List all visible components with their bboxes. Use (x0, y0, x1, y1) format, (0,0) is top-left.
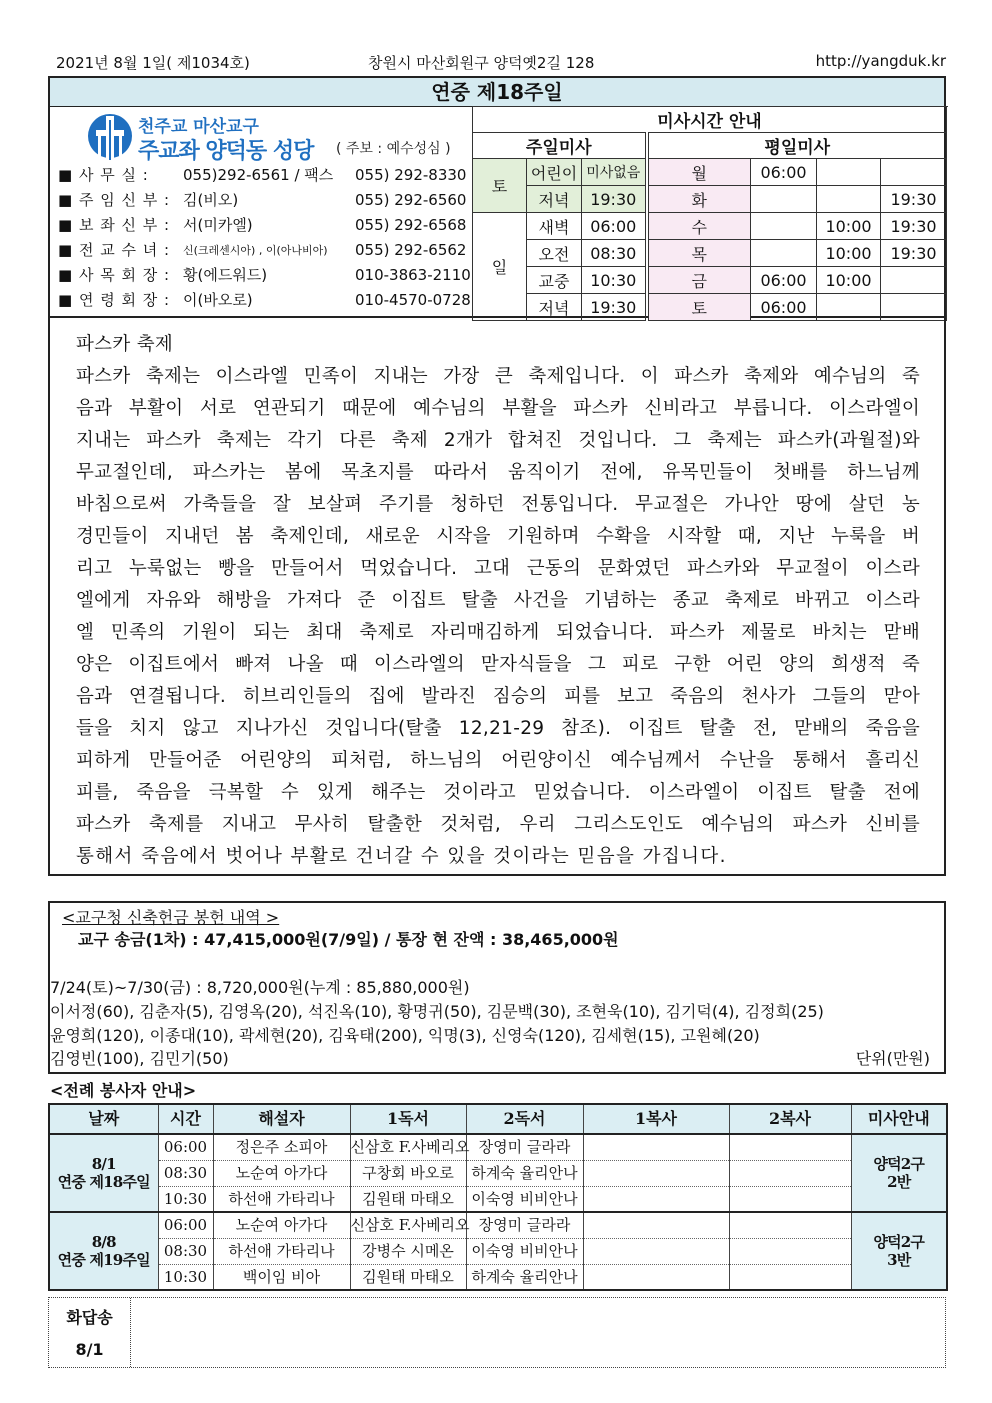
article-line: 들을 치지 않고 지나가신 것입니다(탈출 12,21-29 참조). 이집트 탈출 전, 맏배의 죽음을 (76, 718, 920, 739)
contact-row (58, 188, 470, 213)
article-line: 피하게 만들어준 어린양의 피처럼, 하느님의 어린양이신 예수님께서 수난을 통해서 흘리신 (76, 750, 920, 771)
second-server (729, 1212, 851, 1238)
second-reader: 하계숙 율리안나 (466, 1264, 583, 1290)
first-server (583, 1264, 729, 1290)
mass-type: 저녁 (527, 186, 582, 213)
weekday-time (751, 240, 817, 267)
issue-date: 2021년 8월 1일( 제1034호) (56, 54, 250, 72)
mass-time: 19:30 (582, 294, 647, 321)
first-reader: 구창회 바오로 (350, 1160, 466, 1186)
article (48, 317, 946, 876)
mass-schedule-table (472, 106, 947, 321)
article-line: 파스카 축제를 지내고 무사히 탈출한 것처럼, 우리 그리스도인도 예수님의 파스카 신비를 (76, 814, 920, 835)
saturday-label: 토 (473, 159, 527, 213)
contact-phone: 055) 292-6562 (355, 241, 467, 259)
mass-time: 10:30 (582, 267, 647, 294)
diocese-name: 천주교 마산교구 (138, 117, 259, 137)
second-reader: 장영미 글라라 (466, 1134, 583, 1160)
mass-row (473, 159, 947, 186)
mass-type: 어린이 (527, 159, 582, 186)
ministry-row (49, 1212, 947, 1238)
article-line: 무교절인데, 파스카는 봄에 목초지를 따라서 움직이기 전에, 유목민들이 첫배를 하느님께 (76, 462, 920, 483)
second-server (729, 1238, 851, 1264)
mass-time: 10:30 (158, 1186, 213, 1212)
mass-type: 오전 (527, 240, 582, 267)
commentator: 백이임 비아 (213, 1264, 350, 1290)
weekday-time: 19:30 (881, 186, 947, 213)
first-reader: 신삼호 F.사베리오 (350, 1134, 466, 1160)
commentator: 하선애 가타리나 (213, 1238, 350, 1264)
contact-name: 김(비오) (183, 191, 239, 209)
article-line: 바침으로써 가축들을 잘 보살펴 주기를 청하던 전통입니다. 무교절은 가나안 땅에 살던 농 (76, 494, 920, 515)
website-link[interactable]: http://yangduk.kr (815, 52, 946, 70)
donor-list: 이서정(60), 김춘자(5), 김영옥(20), 석진옥(10), 황명귀(50), 김문백(30), 조현욱(10), 김기덕(4), 김정희(25) (50, 1002, 824, 1021)
article-line: 음과 부활이 서로 연관되기 때문에 예수님의 부활을 파스카 신비라고 부릅니다. 이스라엘이 (76, 398, 920, 419)
mass-time: 06:00 (158, 1134, 213, 1160)
psalm-date: 8/1 (75, 1340, 104, 1359)
article-title: 파스카 축제 (76, 334, 174, 355)
contact-name: 서(미카엘) (183, 216, 253, 234)
contact-label: ■ 사 목 회 장 : (58, 266, 171, 284)
weekday-label: 금 (647, 267, 751, 294)
mass-time: 10:30 (158, 1264, 213, 1290)
article-line: 파스카 축제는 이스라엘 민족이 지내는 가장 큰 축제입니다. 이 파스카 축제와 예수님의 죽 (76, 366, 920, 387)
article-line: 통해서 죽음에서 벗어나 부활로 건너갈 수 있을 것이라는 믿음을 가집니다. (76, 846, 727, 867)
weekday-time: 19:30 (881, 213, 947, 240)
commentator: 노순여 아가다 (213, 1160, 350, 1186)
mass-type: 새벽 (527, 213, 582, 240)
weekday-time: 19:30 (881, 240, 947, 267)
commentator: 하선애 가타리나 (213, 1186, 350, 1212)
donation-unit: 단위(만원) (855, 1049, 930, 1068)
guide-district: 양덕2구 (873, 1155, 925, 1173)
mass-guide (851, 1212, 947, 1290)
contact-list (58, 163, 470, 313)
mass-time: 08:30 (582, 240, 647, 267)
column-header: 미사안내 (851, 1104, 947, 1134)
commentator: 정은주 소피아 (213, 1134, 350, 1160)
article-line: 피를, 죽음을 극복할 수 있게 해주는 것이라고 믿었습니다. 이스라엘이 이집트 탈출 전에 (76, 782, 920, 803)
contact-row (58, 163, 470, 188)
psalm-box (48, 1297, 946, 1368)
sunday-name: 연중 제18주일 (57, 1173, 150, 1191)
mass-time: 08:30 (158, 1238, 213, 1264)
guide-district: 양덕2구 (873, 1233, 925, 1251)
sunday-mass-header: 주일미사 (473, 133, 647, 159)
mass-time: 19:30 (582, 186, 647, 213)
mass-time: 08:30 (158, 1160, 213, 1186)
second-server (729, 1186, 851, 1212)
contact-label: ■ 주 임 신 부 : (58, 191, 171, 209)
second-reader: 하계숙 율리안나 (466, 1160, 583, 1186)
column-header: 1복사 (583, 1104, 729, 1134)
weekday-time (751, 186, 817, 213)
mass-type: 저녁 (527, 294, 582, 321)
contact-name: 황(에드워드) (183, 266, 268, 284)
donation-remit: 교구 송금(1차) : 47,415,000원(7/9일) / 통장 현 잔액 : 38,465,000원 (78, 930, 619, 949)
cathedral-logo-icon (86, 112, 134, 160)
first-server (583, 1212, 729, 1238)
weekday-time: 06:00 (751, 267, 817, 294)
first-server (583, 1134, 729, 1160)
mass-row (473, 213, 947, 240)
ministry-row (49, 1160, 947, 1186)
article-line: 경민들이 지내던 봄 축제인데, 새로운 시작을 기원하며 수확을 시작할 때, 지난 누룩을 버 (76, 526, 920, 547)
second-reader: 이숙영 비비안나 (466, 1238, 583, 1264)
contact-name: 신(크레센시아) , 이(아나비아) (183, 244, 328, 257)
guide-team: 2반 (887, 1173, 911, 1191)
donor-list: 김영빈(100), 김민기(50) (50, 1049, 229, 1068)
mass-title: 미사시간 안내 (473, 107, 947, 133)
church-address: 창원시 마산회원구 양덕옛2길 128 (368, 54, 595, 72)
first-server (583, 1186, 729, 1212)
second-reader: 이숙영 비비안나 (466, 1186, 583, 1212)
weekday-time (881, 159, 947, 186)
date-value: 8/8 (91, 1233, 116, 1251)
second-server (729, 1160, 851, 1186)
weekday-time: 10:00 (817, 213, 881, 240)
second-reader: 장영미 글라라 (466, 1212, 583, 1238)
contact-phone: 055) 292-6560 (355, 191, 467, 209)
contact-label: ■ 전 교 수 녀 : (58, 241, 171, 259)
contact-label: ■ 보 좌 신 부 : (58, 216, 171, 234)
weekday-label: 토 (647, 294, 751, 321)
weekday-time: 06:00 (751, 294, 817, 321)
contact-phone: 055) 292-6568 (355, 216, 467, 234)
contact-name: 이(바오로) (183, 291, 253, 309)
mass-type: 교중 (527, 267, 582, 294)
mass-subheader-row (473, 133, 947, 159)
column-header: 해설자 (213, 1104, 350, 1134)
contact-label: ■ 연 령 회 장 : (58, 291, 171, 309)
contact-row (58, 213, 470, 238)
donation-title: <교구청 신축헌금 봉헌 내역 > (62, 908, 280, 927)
contact-row (58, 288, 470, 313)
weekday-label: 목 (647, 240, 751, 267)
article-line: 엘에게 자유와 해방을 가져다 준 이집트 탈출 사건을 기념하는 종교 축제로 바뀌고 이스라 (76, 590, 920, 611)
psalm-label: 화답송 (66, 1308, 113, 1327)
mass-time: 06:00 (582, 213, 647, 240)
column-header: 시간 (158, 1104, 213, 1134)
mass-time: 06:00 (158, 1212, 213, 1238)
contact-row (58, 238, 470, 263)
article-line: 리고 누룩없는 빵을 만들어서 먹었습니다. 고대 근동의 문화였던 파스카와 무교절이 이스라 (76, 558, 920, 579)
weekday-label: 월 (647, 159, 751, 186)
first-reader: 김원태 마태오 (350, 1264, 466, 1290)
weekday-time (817, 159, 881, 186)
weekday-time: 06:00 (751, 159, 817, 186)
date-value: 8/1 (91, 1155, 116, 1173)
first-reader: 신삼호 F.사베리오 (350, 1212, 466, 1238)
parish-name: 주교좌 양덕동 성당 (138, 139, 314, 164)
first-reader: 김원태 마태오 (350, 1186, 466, 1212)
contact-phone: 055) 292-8330 (355, 166, 467, 184)
contact-name: 055)292-6561 / 팩스 (183, 166, 334, 184)
weekday-mass-header: 평일미사 (647, 133, 947, 159)
parish-logo (86, 112, 470, 164)
ministry-date (49, 1212, 158, 1290)
article-line: 양은 이집트에서 빠져 나올 때 이스라엘의 맏자식들을 그 피로 구한 어린 양의 희생적 죽 (76, 654, 920, 675)
column-header: 2독서 (466, 1104, 583, 1134)
ministry-title: <전례 봉사자 안내> (50, 1081, 197, 1100)
mass-row (473, 186, 947, 213)
page-title: 연중 제18주일 (48, 76, 946, 107)
mass-row (473, 267, 947, 294)
mass-guide (851, 1134, 947, 1212)
weekday-label: 수 (647, 213, 751, 240)
weekday-time: 10:00 (817, 240, 881, 267)
donation-period: 7/24(토)~7/30(금) : 8,720,000원(누계 : 85,880,000원) (50, 978, 470, 997)
weekday-time (751, 213, 817, 240)
ministry-table (48, 1103, 948, 1291)
second-server (729, 1134, 851, 1160)
contact-label: ■ 사 무 실 : (58, 166, 149, 184)
column-header: 날짜 (49, 1104, 158, 1134)
first-reader: 강병수 시메온 (350, 1238, 466, 1264)
ministry-row (49, 1186, 947, 1212)
weekday-time: 10:00 (817, 267, 881, 294)
weekday-time (881, 267, 947, 294)
ministry-row (49, 1264, 947, 1290)
mass-row (473, 240, 947, 267)
weekday-label: 화 (647, 186, 751, 213)
first-server (583, 1238, 729, 1264)
donor-list: 윤영희(120), 이종대(10), 곽세현(20), 김육태(200), 익명(3), 신영숙(120), 김세현(15), 고원혜(20) (50, 1026, 760, 1045)
contact-phone: 010-4570-0728 (355, 291, 471, 309)
weekday-time (817, 186, 881, 213)
second-server (729, 1264, 851, 1290)
ministry-date (49, 1134, 158, 1212)
donation-box (48, 901, 946, 1074)
ministry-row (49, 1134, 947, 1160)
column-header: 2복사 (729, 1104, 851, 1134)
ministry-header-row (49, 1104, 947, 1134)
mass-title-row (473, 107, 947, 133)
guide-team: 3반 (887, 1251, 911, 1269)
article-line: 지내는 파스카 축제는 각기 다른 축제 2개가 합쳐진 것입니다. 그 축제는 파스카(과월절)와 (76, 430, 920, 451)
first-server (583, 1160, 729, 1186)
sunday-name: 연중 제19주일 (57, 1251, 150, 1269)
article-line: 음과 연결됩니다. 히브리인들의 집에 발라진 짐승의 피를 보고 죽음의 천사가 그들의 맏아 (76, 686, 920, 707)
mass-time: 미사없음 (582, 159, 647, 186)
article-line: 엘 민족의 기원이 되는 최대 축제로 자리매김하게 되었습니다. 파스카 제물로 바치는 맏배 (76, 622, 920, 643)
patron-name: ( 주보 : 예수성심 ) (336, 141, 451, 157)
contact-row (58, 263, 470, 288)
ministry-row (49, 1238, 947, 1264)
column-header: 1독서 (350, 1104, 466, 1134)
contact-phone: 010-3863-2110 (355, 266, 471, 284)
commentator: 노순여 아가다 (213, 1212, 350, 1238)
sunday-label: 일 (473, 213, 527, 321)
